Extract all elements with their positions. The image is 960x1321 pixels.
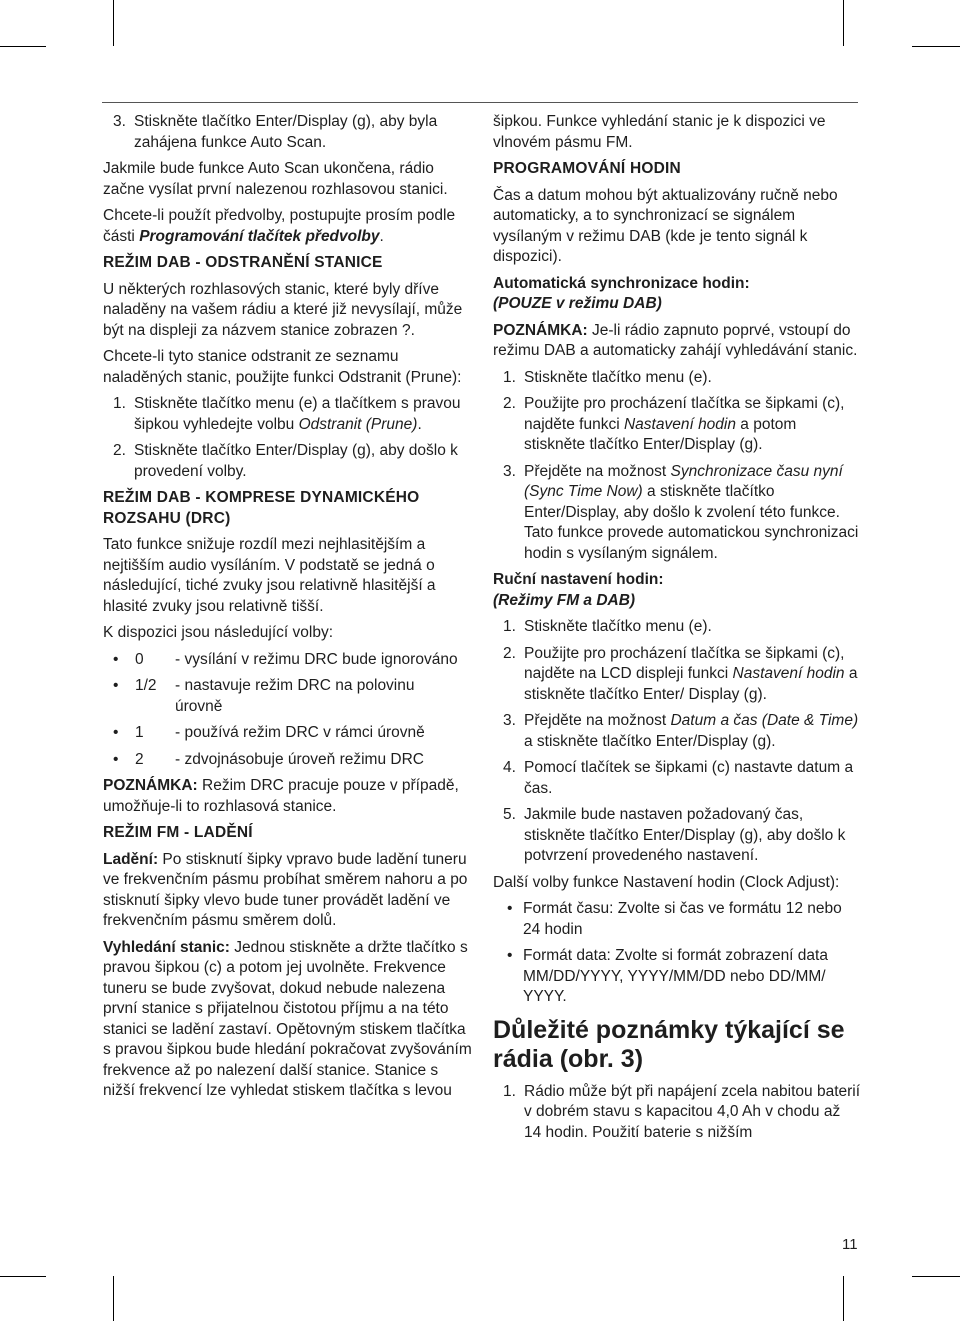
clock-paragraph: Čas a datum mohou být aktualizovány ručně nebo automaticky, a to synchronizací se signálem vysílaným v režimu DAB (kde je tento signál k dispozici). <box>493 186 838 265</box>
crop-mark <box>0 46 46 47</box>
crop-mark <box>0 1276 46 1277</box>
drc-paragraph-2: K dispozici jsou následující volby: <box>103 624 334 641</box>
right-column <box>493 112 861 1149</box>
crop-mark <box>843 1276 844 1321</box>
heading-fm-tuning: REŽIM FM - LADĚNÍ <box>103 824 253 841</box>
more-options-paragraph: Další volby funkce Nastavení hodin (Clock Adjust): <box>493 873 840 891</box>
section-title: Důležité poznámky týkající se rádia (obr. 3) <box>493 1015 845 1073</box>
page-number: 11 <box>842 1236 858 1253</box>
heading-dab-drc: REŽIM DAB - KOMPRESE DYNAMICKÉHO ROZSAHU (DRC) <box>103 489 420 527</box>
drc-note: POZNÁMKA: Režim DRC pracuje pouze v případě, umožňuje-li to rozhlasová stanice. <box>103 777 459 815</box>
auto-step-1: 1. Stiskněte tlačítko menu (e). <box>503 368 712 386</box>
manual-step-1: 1. Stiskněte tlačítko menu (e). <box>503 618 712 635</box>
manual-step-2: 2. Použijte pro procházení tlačítka se šipkami (c), najděte na LCD displeji funkci Nastavení hodin a stiskněte tlačítko Enter/ Display (g). <box>503 644 858 703</box>
drc-option: • 1/2 - nastavuje režim DRC na polovinu úrovně <box>113 677 415 715</box>
remove-paragraph-2: Chcete-li tyto stanice odstranit ze seznamu naladěných stanic, použijte funkci Odstranit (Prune): <box>103 348 462 386</box>
crop-mark <box>113 1276 114 1321</box>
drc-paragraph-1: Tato funkce snižuje rozdíl mezi nejhlasitějším a nejtišším audio vysíláním. V podstatě se jedná o následující, tiché zvuky jsou relativně hlasitější a hlasité zvuky jsou relativně tišší. <box>103 536 436 615</box>
crop-mark <box>912 46 960 47</box>
crop-mark <box>843 0 844 46</box>
crop-mark <box>912 1276 960 1277</box>
preset-paragraph: Chcete-li použít předvolby, postupujte prosím podle části Programování tlačítek předvolby. <box>103 207 456 245</box>
manual-title: Ruční nastavení hodin: <box>493 571 664 588</box>
autoscan-step-3 <box>103 112 473 153</box>
step-number: 3. <box>113 113 126 130</box>
search-paragraph: Vyhledání stanic: Jednou stiskněte a držte tlačítko s pravou šipkou (c) a potom jej uvolněte. Frekvence tuneru se bude zvyšovat, dokud nebude nalezena první stanice s přijatelnou čistotou příjmu a na této stanici se ladění zastaví. Opětovným stiskem tlačítka s pravou šipkou bude hledání pokračovat zvyšováním frekvence až po nalezení další stanice. Stanice s nižší frekvencí lze vyhledat stiskem tlačítka s levou <box>103 938 472 1099</box>
auto-sync-note: POZNÁMKA: Je-li rádio zapnuto poprvé, vstoupí do režimu DAB a automaticky zahájí vyhledávání stanic. <box>493 321 858 359</box>
prune-step-1: 1. Stiskněte tlačítko menu (e) a tlačítkem s pravou šipkou vyhledejte volbu Odstranit (Prune). <box>113 395 461 433</box>
notes-step-1: 1. Rádio může být při napájení zcela nabitou baterií v dobrém stavu s kapacitou 4,0 Ah v chodu až 14 hodin. Použití baterie s nižším <box>503 1082 861 1141</box>
drc-option: • 1 - používá režim DRC v rámci úrovně <box>113 724 425 741</box>
auto-sync-subtitle: (POUZE v režimu DAB) <box>493 295 662 312</box>
manual-step-5: 5. Jakmile bude nastaven požadovaný čas, stiskněte tlačítko Enter/Display (g), aby došlo k potvrzení provedeného nastavení. <box>503 806 846 864</box>
auto-step-2: 2. Použijte pro procházení tlačítka se šipkami (c), najděte funkci Nastavení hodin a potom stiskněte tlačítko Enter/Display (g). <box>503 395 845 453</box>
manual-step-4: 4. Pomocí tlačítek se šipkami (c) nastavte datum a čas. <box>503 759 854 797</box>
manual-step-3: 3. Přejděte na možnost Datum a čas (Date & Time) a stiskněte tlačítko Enter/Display (g). <box>503 712 859 750</box>
step-text: Stiskněte tlačítko Enter/Display (g), aby byla zahájena funkce Auto Scan. <box>134 113 438 151</box>
heading-dab-remove: REŽIM DAB - ODSTRANĚNÍ STANICE <box>103 254 383 271</box>
left-column <box>103 112 473 1108</box>
auto-sync-title: Automatická synchronizace hodin: <box>493 274 750 292</box>
drc-option: • 2 - zdvojnásobuje úroveň režimu DRC <box>113 750 424 768</box>
crop-mark <box>113 0 114 46</box>
continuation-paragraph: šipkou. Funkce vyhledání stanic je k dispozici ve vlnovém pásmu FM. <box>493 113 826 151</box>
bullet-item: • Formát času: Zvolte si čas ve formátu 12 nebo 24 hodin <box>507 900 842 938</box>
header-rule <box>102 102 858 103</box>
drc-option: • 0 - vysílání v režimu DRC bude ignorováno <box>113 650 458 668</box>
manual-subtitle: (Režimy FM a DAB) <box>493 591 636 609</box>
prune-step-2: 2. Stiskněte tlačítko Enter/Display (g), aby došlo k provedení volby. <box>113 442 458 480</box>
bullet-item: • Formát data: Zvolte si formát zobrazení data MM/DD/YYYY, YYYY/MM/DD nebo DD/MM/ YYYY. <box>507 947 828 1005</box>
heading-clock: PROGRAMOVÁNÍ HODIN <box>493 160 681 177</box>
tuning-paragraph: Ladění: Po stisknutí šipky vpravo bude ladění tuneru ve frekvenčním pásmu probíhat směrem nahoru a po stisknutí šipky vlevo bude tuner provádět ladění ve frekvenčním pásmu směrem dolů. <box>103 850 468 929</box>
autoscan-paragraph: Jakmile bude funkce Auto Scan ukončena, rádio začne vysílat první nalezenou rozhlasovou stanici. <box>103 160 448 198</box>
auto-step-3: 3. Přejděte na možnost Synchronizace času nyní (Sync Time Now) a stiskněte tlačítko Enter/Display, aby došlo k zvolení této funkce. Tato funkce provede automatickou synchronizaci hodin s vysílaným signálem. <box>503 462 859 562</box>
remove-paragraph-1: U některých rozhlasových stanic, které byly dříve naladěny na vašem rádiu a které již nevysílají, může být na displeji za názvem stanice zobrazen ?. <box>103 280 463 339</box>
